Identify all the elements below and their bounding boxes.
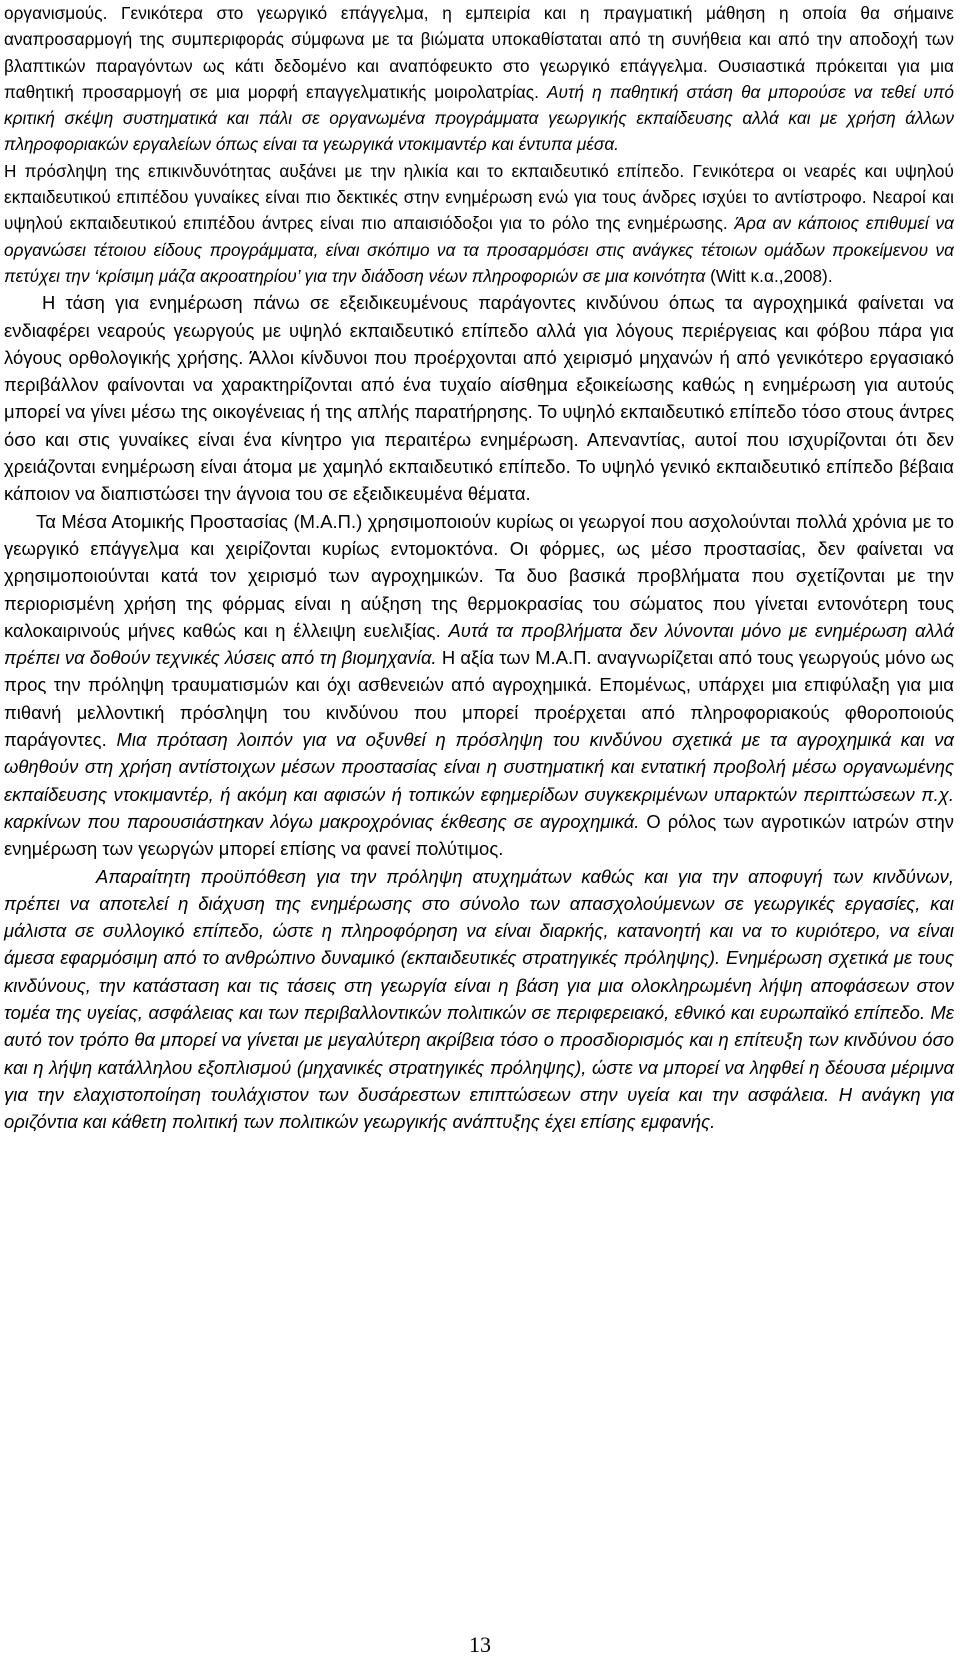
paragraph-1 (4, 0, 954, 158)
page-number: 13 (469, 1632, 491, 1657)
paragraph-text-run: Μια πρόταση λοιπόν για να οξυνθεί η πρόσληψη του κινδύνου σχετικά με τα αγροχημικά και να ωθηθούν στη χρήση αντίστοιχων μέσων προστασίας είναι η συστηματική και εντατική προβολή μέσω οργανωμένης εκπαίδευσης ντοκιμαντέρ, ή ακόμη και αφισών ή τοπικών εφημερίδων συγκεκριμένων υπαρκτών περιπτώσεων π.χ. καρκίνων που παρουσιάστηκαν λόγω μακροχρόνιας έκθεσης σε αγροχημικά. (4, 729, 954, 832)
paragraph-text-run: Απαραίτητη προϋπόθεση για την πρόληψη ατυχημάτων καθώς και για την αποφυγή των κινδύνων, πρέπει να αποτελεί η διάχυση της ενημέρωσης στο σύνολο των απασχολούμενων σε γεωργικές εργασίες, και μάλιστα σε συλλογικό επίπεδο, ώστε η πληροφόρηση να είναι διαρκής, κατανοητή και να το κυριότερο, να είναι άμεσα εφαρμόσιμη από το ανθρώπινο δυναμικό (εκπαιδευτικές στρατηγικές πρόληψης). Ενημέρωση σχετικά με τους κινδύνους, την κατάσταση και τις τάσεις στη γεωργία είναι η βάση για μια ολοκληρωμένη λήψη αποφάσεων στον τομέα της υγείας, ασφάλειας και των περιβαλλοντικών πολιτικών σε περιφερειακό, εθνικό και ευρωπαϊκό επίπεδο. Με αυτό τον τρόπο θα μπορεί να γίνεται με μεγαλύτερη ακρίβεια τόσο ο προσδιορισμός και η επίτευξη των κινδύνου όσο και η λήψη κατάλληλου εξοπλισμού (μηχανικές στρατηγικές πρόληψης), ώστε να μπορεί να ληφθεί η δέουσα μέριμνα για την ελαχιστοποίηση τουλάχιστον των δυσάρεστων επιπτώσεων στην υγεία και την ασφάλεια. Η ανάγκη για οριζόντια και κάθετη πολιτική των πολιτικών γεωργικής ανάπτυξης έχει επίσης εμφανής. (4, 865, 954, 1133)
paragraph-text-run: Τα Μέσα Ατομικής Προστασίας (Μ.Α.Π.) χρησιμοποιούν κυρίως οι γεωργοί που ασχολούνται πολλά χρόνια με το γεωργικό επάγγελμα και χειρίζονται κυρίως εντομοκτόνα. Οι φόρμες, ως μέσο προστασίας, δεν φαίνεται να χρησιμοποιούνται κατά τον χειρισμό των αγροχημικών. Τα δυο βασικά προβλήματα που σχετίζονται με την περιορισμένη χρήση της φόρμας είναι η αύξηση της θερμοκρασίας του σώματος που γίνεται εντονότερη τους καλοκαιρινούς μήνες καθώς και η έλλειψη ευελιξίας. (4, 510, 954, 641)
paragraph-text-run: Αυτά τα προβλήματα δεν λύνονται μόνο με ενημέρωση αλλά πρέπει να δοθούν τεχνικές λύσεις από τη βιομηχανία. (4, 619, 954, 669)
paragraph-text-run: Ο ρόλος των αγροτικών ιατρών στην ενημέρωση των γεωργών μπορεί επίσης να φανεί πολύτιμος. (4, 810, 954, 860)
paragraph-5 (4, 863, 954, 1136)
paragraph-text-run: Αυτή η παθητική στάση θα μπορούσε να τεθεί υπό κριτική σκέψη συστηματικά και πάλι σε οργανωμένα προγράμματα γεωργικής εκπαίδευσης αλλά και με χρήση άλλων πληροφοριακών εργαλείων όπως είναι τα γεωργικά ντοκιμαντέρ και έντυπα μέσα. (4, 81, 954, 155)
paragraph-3 (4, 289, 954, 507)
paragraph-text-run: (Witt κ.α.,2008). (705, 265, 833, 286)
paragraph-text-run: Άρα αν κάποιος επιθυμεί να οργανώσει τέτοιου είδους προγράμματα, είναι σκόπιμο να τα προσαρμόσει στις ανάγκες τέτοιων ομάδων προκείμενου να πετύχει την ‘κρίσιμη μάζα ακροατηρίου’ για την διάδοση νέων πληροφοριών σε μια κοινότητα (4, 213, 954, 286)
paragraph-text-run: Η πρόσληψη της επικινδυνότητας αυξάνει με την ηλικία και το εκπαιδευτικό επίπεδο. Γενικότερα οι νεαρές και υψηλού εκπαιδευτικού επιπέδου γυναίκες είναι πιο δεκτικές στην ενημέρωση ενώ για τους άνδρες ισχύει το αντίστροφο. Νεαροί και υψηλού εκπαιδευτικού επιπέδου άντρες είναι πιο απαισιόδοξοι για το ρόλο της ενημέρωσης. (4, 160, 954, 234)
paragraph-4 (4, 508, 954, 863)
paragraph-text-run: Η τάση για ενημέρωση πάνω σε εξειδικευμένους παράγοντες κινδύνου όπως τα αγροχημικά φαίνεται να ενδιαφέρει νεαρούς γεωργούς με υψηλό εκπαιδευτικό επίπεδο αλλά για λόγους περιέργειας και φόβου πάρα για λόγους ορθολογικής χρήσης. Άλλοι κίνδυνοι που προέρχονται από χειρισμό μηχανών ή από γενικότερο εργασιακό περιβάλλον φαίνονται να χαρακτηρίζονται από ένα τυχαίο αίσθημα εξοικείωσης καθώς η ενημέρωση για αυτούς μπορεί να γίνει μέσω της οικογένειας ή της απλής παρατήρησης. Το υψηλό εκπαιδευτικό επίπεδο τόσο στους άντρες όσο και στις γυναίκες είναι ένα κίνητρο για περαιτέρω ενημέρωση. Απεναντίας, αυτοί που ισχυρίζονται ότι δεν χρειάζονται ενημέρωση είναι άτομα με χαμηλό εκπαιδευτικό επίπεδο. Το υψηλό γενικό εκπαιδευτικό επίπεδο βέβαια κάποιον να διαπιστώσει την άγνοια του σε εξειδικευμένα θέματα. (4, 292, 954, 505)
document-page (4, 0, 954, 1135)
paragraph-text-run: Η αξία των Μ.Α.Π. αναγνωρίζεται από τους γεωργούς μόνο ως προς την πρόληψη τραυματισμών και όχι ασθενειών από αγροχημικά. Επομένως, υπάρχει μια επιφύλαξη για μια πιθανή μελλοντική πρόσληψη του κινδύνου που μπορεί προέρχεται από πληροφοριακούς φθοροποιούς παράγοντες. (4, 647, 954, 751)
paragraph-2 (4, 158, 954, 289)
paragraph-text-run: οργανισμούς. Γενικότερα στο γεωργικό επάγγελμα, η εμπειρία και η πραγματική μάθηση η οποία θα σήμαινε αναπροσαρμογή της συμπεριφοράς σύμφωνα με τα βιώματα υποκαθίσταται από τη συνήθεια και από την αποδοχή των βλαπτικών παραγόντων ως κάτι δεδομένο και αναπόφευκτο στο γεωργικό επάγγελμα. Ουσιαστικά πρόκειται για μια παθητική προσαρμογή σε μια μορφή επαγγελματικής μοιρολατρίας. (4, 3, 954, 102)
